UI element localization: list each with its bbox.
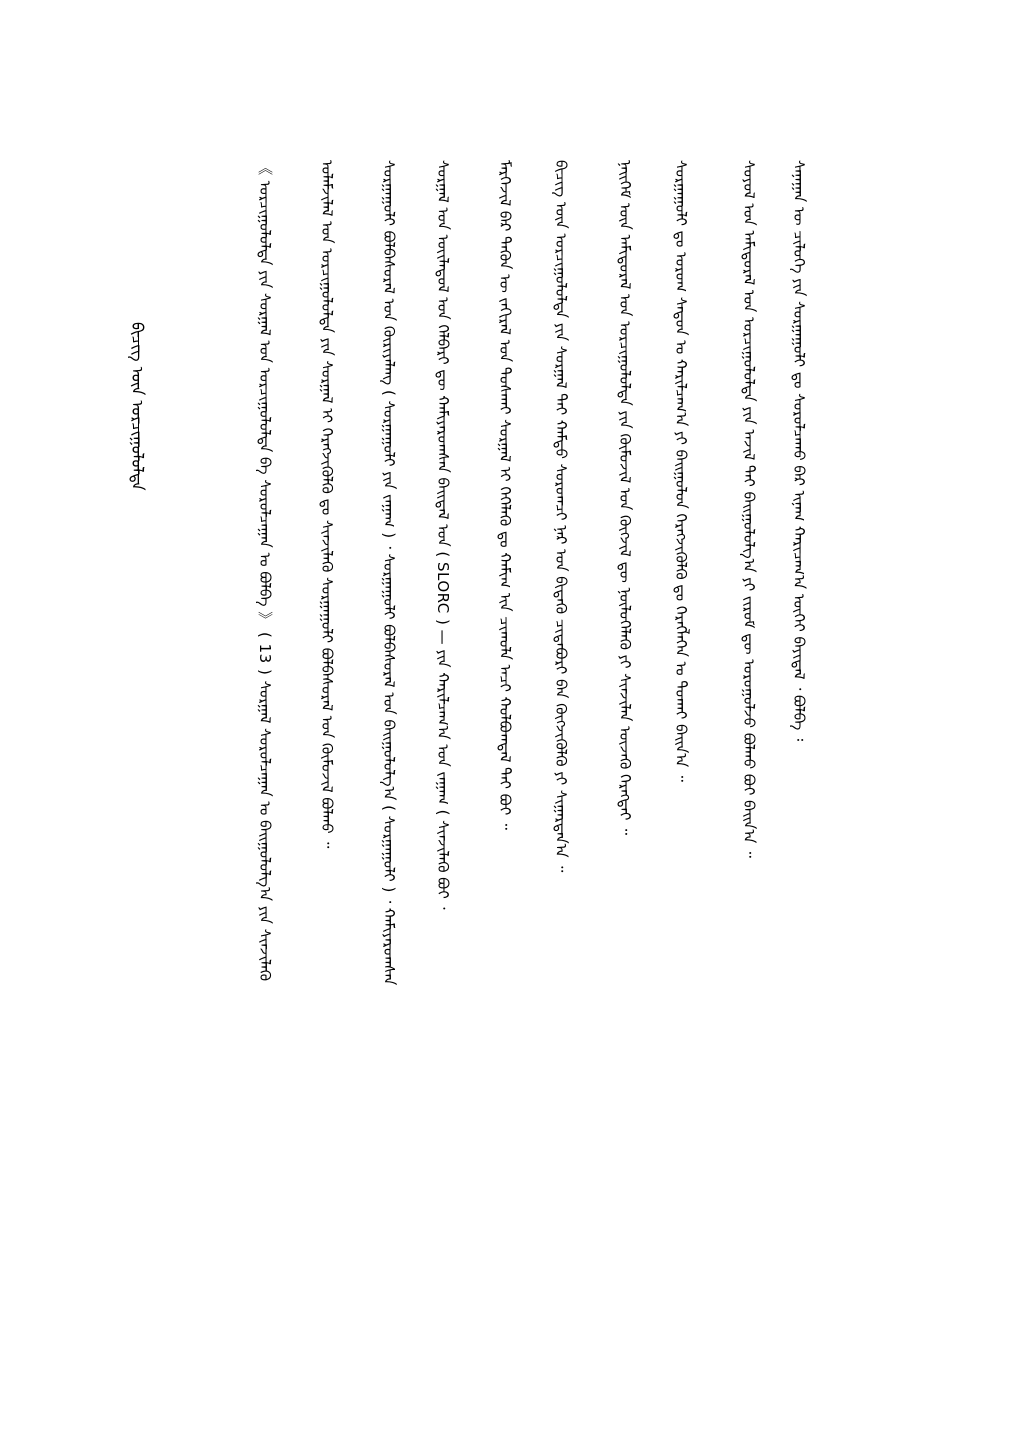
page-title: ᠪᠢᠴᠢᠭ᠌ ᠦᠨ ᠣᠷᠴᠢᠭᠤᠯᠤᠯᠲᠠ [128,322,147,491]
text-line-8: ᠰᠤᠷᠭᠠᠭᠤᠯᠢ ᠪᠣᠯᠪᠠᠰᠤᠷᠠᠯ ᠤᠨ ᠬᠦᠷᠢᠶᠡᠯᠡᠩ ( ᠰᠤᠷᠭᠠᠭᠤᠯᠢ ᠶᠢᠨ ᠵᠠᠭᠠᠭ ) ᠂ ᠰᠤᠷᠭᠠᠭᠤᠯᠢ ᠪᠣᠯᠪᠠᠰᠤᠷᠠᠯ ᠤᠨ ᠪᠠᠢᠭᠤᠯᠤᠯᠭ᠎ᠠ ( ᠰᠤᠷᠭᠠᠭᠤᠯᠢ ) ᠂ ᠬᠠᠮᠢᠶᠠᠷᠤᠭᠰᠠᠨ [380,160,398,986]
text-line-1: ᠰᠠᠨᠠᠭᠠᠨ ᠦ ᠴᠢᠯᠦᠭᠡ ᠶᠢᠨ ᠰᠤᠷᠭᠠᠭᠤᠯᠢ ᠳᠤ ᠰᠤᠷᠤᠯᠴᠠᠬᠤ ᠪᠠᠷ ᠢᠨᠠᠭ ᠬᠠᠷᠢᠴᠠᠭ᠎ᠠ ᠦᠭᠡᠢ ᠪᠠᠶᠢᠳᠠᠯ ᠂ ᠪᠣᠯᠪᠠ ᠄ [790,160,808,742]
text-line-2: ᠰᠣᠶᠣᠯ ᠤᠨ ᠠᠮᠢᠳᠤᠷᠠᠯ ᠤᠨ ᠣᠷᠴᠢᠭᠤᠯᠤᠯᠲᠠ ᠶᠢᠨ ᠠᠵᠢᠯ ᠲᠠᠢ ᠪᠠᠢᠭᠤᠯᠤᠯᠭ᠎ᠠ ᠶᠢ ᠵᠢᠷᠤᠮ ᠳᠦ ᠣᠷᠣᠭᠤᠯᠵᠤ ᠪᠣᠯᠬᠤ ᠪᠤᠢ ᠪᠠᠢᠨ᠎ᠠ ᠃ [740,160,758,858]
text-line-6: ᠮᠡᠷᠭᠡᠵᠢᠯ ᠪᠠᠷ ᠲᠡᠭᠦᠨ ᠦ ᠵᠠᠬᠢᠷᠠᠯ ᠤᠨ ᠲᠤᠰᠬᠠᠢ ᠰᠤᠷᠭᠠᠯ ᠢ ᠬᠡᠭᠡᠯᠡᠬᠦ ᠳᠤ ᠬᠠᠮᠢᠭ ᠢᠨ ᠴᠢᠬᠤᠯᠠ ᠠᠴᠢ ᠬᠣᠯᠪᠣᠭᠳᠠᠯ ᠲᠠᠢ ᠪᠤᠢ ᠃ [496,160,514,830]
text-line-3: ᠰᠤᠷᠭᠠᠭᠤᠯᠢ ᠳᠤ ᠤᠷᠤᠭ ᠰᠠᠳᠤᠨ ᠤ ᠬᠠᠷᠢᠯᠴᠠᠭ᠎ᠠ ᠶᠢ ᠪᠠᠢᠭᠤᠯᠤᠨ ᠬᠡᠷᠡᠭᠵᠢᠭᠦᠯᠬᠦ ᠳᠤ ᠬᠡᠷᠡᠭᠯᠡᠭᠡᠨ ᠤ ᠲᠤᠬᠠᠢ ᠪᠠᠢᠨ᠎ᠠ ᠃ [672,160,690,782]
text-line-10: 《 ᠣᠷᠴᠢᠭᠤᠯᠤᠯᠲᠠ ᠶᠢᠨ ᠰᠤᠷᠭᠠᠯ ᠤᠨ ᠣᠷᠴᠢᠭᠤᠯᠤᠯᠲᠠ ᠪᠠ ᠰᠤᠷᠤᠯᠴᠠᠭᠠᠨ ᠤ ᠪᠣᠯᠪᠠ 》 ( 13 ) ᠰᠤᠷᠭᠠᠯ ᠰᠤᠷᠤᠯᠴᠠᠭᠠᠨ ᠤ ᠪᠠᠢᠭᠤᠯᠤᠯᠭ᠎ᠠ ᠶᠢᠨ ᠰᠢᠨᠵᠢᠯᠡᠬᠦ [256,160,274,982]
text-line-5: ᠪᠢᠴᠢᠭ᠌ ᠦᠨ ᠣᠷᠴᠢᠭᠤᠯᠤᠯᠲᠠ ᠶᠢᠨ ᠰᠤᠷᠭᠠᠯ ᠲᠠᠢ ᠬᠠᠮᠲᠤ ᠰᠤᠷᠤᠭᠴᠢ ᠨᠠᠷ ᠤᠨ ᠪᠢᠳᠡᠬᠦ ᠴᠢᠳᠠᠪᠤᠷᠢ ᠪᠠᠨ ᠬᠥᠭᠵᠢᠭᠦᠯᠬᠦ ᠶᠢ ᠰᠢᠭᠠᠷᠳᠠᠨ᠎ᠠ ᠃ [552,160,570,873]
text-line-4: ᠨᠡᠢᠭᠡᠮ ᠦᠨ ᠠᠮᠢᠳᠤᠷᠠᠯ ᠤᠨ ᠣᠷᠴᠢᠭᠤᠯᠤᠯᠲᠠ ᠶᠢᠨ ᠬᠦᠮᠦᠵᠢᠯ ᠤᠨ ᠬᠥᠭᠵᠢᠯ ᠳᠦ ᠨᠥᠯᠦᠭᠡᠯᠡᠬᠦ ᠶᠢ ᠰᠢᠨᠵᠢᠯᠡᠨ ᠦᠵᠡᠬᠦ ᠬᠡᠷᠡᠭᠲᠡᠢ ᠃ [616,160,634,836]
text-line-9: ᠤᠯᠠᠮᠵᠢᠯᠠᠯ ᠤᠨ ᠣᠷᠴᠢᠭᠤᠯᠤᠯᠲᠠ ᠶᠢᠨ ᠰᠤᠷᠭᠠᠯ ᠢ ᠬᠡᠷᠡᠭᠵᠢᠭᠦᠯᠬᠦ ᠳᠤ ᠰᠢᠨᠵᠢᠯᠡᠬᠦ ᠰᠤᠷᠭᠠᠭᠤᠯᠢ ᠪᠣᠯᠪᠠᠰᠤᠷᠠᠯ ᠤᠨ ᠬᠦᠮᠦᠵᠢᠯ ᠪᠣᠯᠬᠤ ᠃ [318,160,336,849]
text-line-7: ᠰᠤᠷᠭᠠᠯ ᠤᠨ ᠦᠢᠯᠡᠳᠦᠯ ᠤᠨ ᠬᠡᠯᠪᠡᠷᠢ ᠳᠦ ᠬᠠᠮᠢᠶᠠᠷᠤᠭᠰᠠᠨ ᠪᠠᠢᠳᠠᠯ ᠤᠨ ( SLORC ) — ᠶᠢᠨ ᠬᠠᠷᠢᠯᠴᠠᠭ᠎ᠠ ᠤᠨ ᠵᠠᠭᠠᠭ ( ᠰᠢᠨᠵᠢᠯᠡᠬᠦ ᠪᠤᠢ ᠂ [434,160,452,910]
